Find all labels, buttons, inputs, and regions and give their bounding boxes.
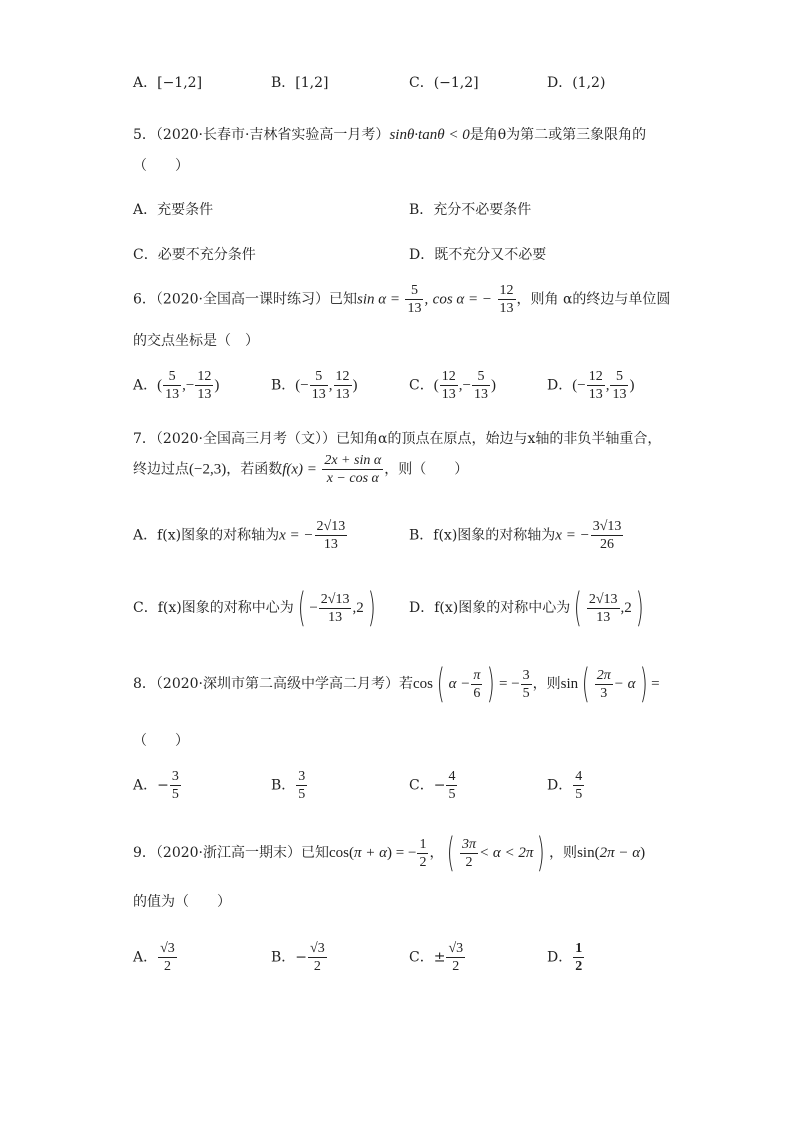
q6-option-a[interactable]: A．( $\frac{5}{13}$ ,− $\frac{12}{13}$ ) bbox=[133, 369, 220, 402]
q4-option-d[interactable]: D．(1,2) bbox=[547, 75, 606, 91]
q7-option-b[interactable]: B．f(x)图象的对称轴为x = − $\frac{3√13}{26}$ bbox=[409, 519, 622, 552]
q5-stem-prefix: 5．（2020·长春市·吉林省实验高一月考） bbox=[133, 127, 390, 143]
q7-option-a[interactable]: A．f(x)图象的对称轴为x = − $\frac{2√13}{13}$ bbox=[133, 519, 346, 552]
q6-stem-prefix: 6．（2020·全国高一课时练习）已知 bbox=[133, 291, 357, 308]
q4-option-b[interactable]: B．[1,2] bbox=[271, 75, 329, 91]
q5-option-b[interactable]: B．充分不必要条件 bbox=[409, 202, 532, 218]
q9-option-d[interactable]: D． $\frac{1}{2}$ bbox=[547, 941, 583, 974]
q8-blank: （ ） bbox=[133, 733, 189, 749]
q7-stem-line1: 7．（2020·全国高三月考（文））已知角α的顶点在原点，始边与x轴的非负半轴重合， bbox=[133, 431, 662, 447]
q6-stem-suffix: ，则角 α的终边与单位圆 bbox=[516, 291, 671, 308]
q8-option-a[interactable]: A．− $\frac{3}{5}$ bbox=[133, 769, 179, 802]
q7-function-frac: $\frac{\text{2x + sin α}}{\text{x − cos α}}$ bbox=[324, 453, 382, 486]
q8-option-b[interactable]: B． $\frac{3}{5}$ bbox=[271, 769, 306, 802]
q9-stem: 9．（2020·浙江高一期末）已知cos(π + α) = − $\frac{1}{2}$ ，( $\frac{3\pi}{2}$ < α < 2π) ，则sin(2π − α) bbox=[133, 830, 646, 876]
q9-option-b[interactable]: B．− $\frac{√3}{2}$ bbox=[271, 941, 325, 974]
q6-line2: 的交点坐标是（ ） bbox=[133, 333, 259, 349]
q5-option-d[interactable]: D．既不充分又不必要 bbox=[409, 247, 547, 263]
q5-stem bbox=[133, 124, 646, 144]
q8-stem: 8．（2020·深圳市第二高级中学高二月考）若cos( α − $\frac{\pi}{6}$ ) = − $\frac{3}{5}$ ，则sin( $\frac{2\pi}{3}$ − α) = bbox=[133, 661, 660, 707]
q7-option-d[interactable]: D．f(x)图象的对称中心为( $\frac{2√13}{13}$ ,2) bbox=[409, 585, 644, 631]
q5-option-a[interactable]: A．充要条件 bbox=[133, 202, 214, 218]
q7-stem-line2: 终边过点(−2,3)，若函数f(x) = $\frac{\text{2x + sin α}}{\text{x − cos α}}$ ，则（ ） bbox=[133, 453, 469, 486]
q6-option-d[interactable]: D．(− $\frac{12}{13}$ , $\frac{5}{13}$ ) bbox=[547, 369, 635, 402]
q4-option-c[interactable]: C．(−1,2] bbox=[409, 75, 479, 91]
q6-option-b[interactable]: B．(− $\frac{5}{13}$ , $\frac{12}{13}$ ) bbox=[271, 369, 358, 402]
q8-option-c[interactable]: C．− $\frac{4}{5}$ bbox=[409, 769, 456, 802]
q6-option-c[interactable]: C．( $\frac{12}{13}$ ,− $\frac{5}{13}$ ) bbox=[409, 369, 496, 402]
q9-option-a[interactable]: A． $\frac{√3}{2}$ bbox=[133, 941, 175, 974]
q8-option-d[interactable]: D． $\frac{4}{5}$ bbox=[547, 769, 583, 802]
q5-blank: （ ） bbox=[133, 158, 189, 174]
q5-option-c[interactable]: C．必要不充分条件 bbox=[133, 247, 256, 263]
q4-option-a[interactable]: A．[−1,2] bbox=[133, 75, 203, 91]
q5-stem-math: sinθ·tanθ < 0 bbox=[389, 127, 470, 143]
q6-frac-cos: $\frac{12}{13}$ bbox=[499, 283, 514, 316]
q6-frac-sin: $\frac{5}{13}$ bbox=[407, 283, 422, 316]
q7-option-c[interactable]: C．f(x)图象的对称中心为( − $\frac{2√13}{13}$ ,2) bbox=[133, 585, 376, 631]
q5-stem-suffix: 是角θ为第二或第三象限角的 bbox=[469, 127, 647, 143]
q9-option-c[interactable]: C．± $\frac{√3}{2}$ bbox=[409, 941, 464, 974]
q6-stem: 6．（2020·全国高一课时练习）已知sin α = $\frac{5}{13}$ , cos α = − $\frac{12}{13}$ ，则角 α的终边与单位圆 bbox=[133, 283, 671, 316]
q9-line2: 的值为（ ） bbox=[133, 894, 231, 910]
